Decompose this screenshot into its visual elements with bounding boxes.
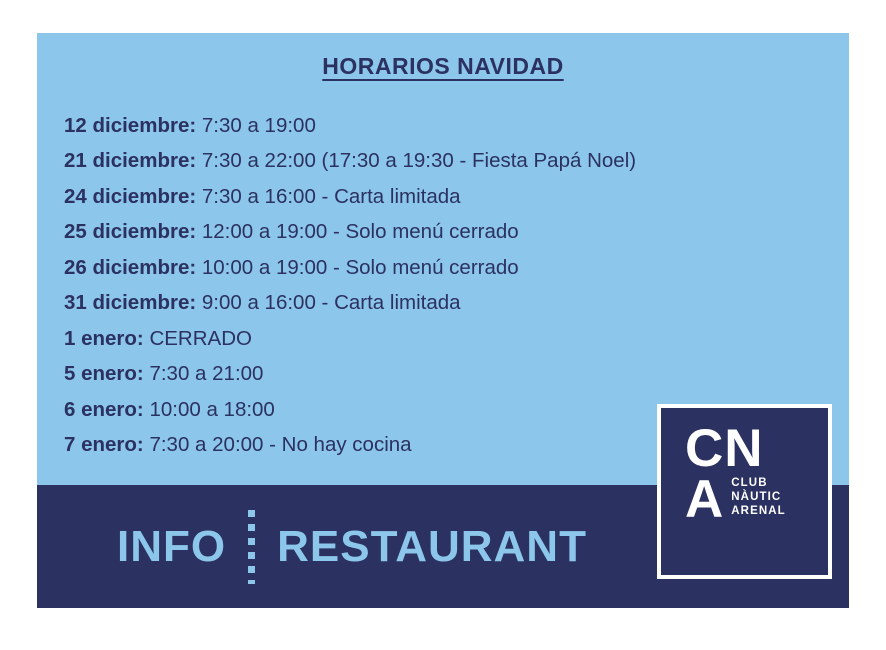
schedule-detail: 10:00 a 19:00 - Solo menú cerrado [196, 255, 519, 279]
logo-word-arenal: ARENAL [731, 505, 786, 518]
logo-wordmark [731, 476, 786, 523]
schedule-date: 26 diciembre: [64, 255, 197, 279]
list-item [64, 250, 849, 286]
page-title: HORARIOS NAVIDAD [322, 53, 564, 79]
footer-word-info: INFO [117, 521, 227, 571]
list-item [64, 321, 849, 357]
list-item [64, 179, 849, 215]
schedule-date: 7 enero: [64, 433, 144, 456]
logo-letters-cn: CN [685, 419, 764, 478]
schedule-detail: 7:30 a 16:00 - Carta limitada [196, 184, 461, 208]
schedule-detail: CERRADO [143, 326, 252, 350]
schedule-detail: 12:00 a 19:00 - Solo menú cerrado [196, 220, 519, 243]
schedule-detail: 10:00 a 18:00 [143, 397, 275, 421]
schedule-detail: 7:30 a 20:00 - No hay cocina [143, 433, 412, 456]
schedule-date: 6 enero: [64, 397, 144, 421]
schedule-date: 5 enero: [64, 362, 144, 385]
footer-word-restaurant: RESTAURANT [277, 521, 587, 571]
logo-inner [661, 408, 828, 575]
schedule-date: 24 diciembre: [64, 184, 197, 208]
dotted-divider [248, 510, 255, 584]
logo [657, 404, 832, 579]
list-item [64, 286, 849, 322]
list-item [64, 357, 849, 393]
schedule-date: 21 diciembre: [64, 149, 197, 172]
list-item [64, 108, 849, 144]
schedule-date: 12 diciembre: [64, 113, 197, 137]
logo-letter-a: A [685, 469, 724, 529]
footer-text [117, 510, 587, 584]
list-item [64, 215, 849, 251]
schedule-date: 1 enero: [64, 326, 144, 350]
logo-bottom-row [675, 469, 814, 529]
schedule-detail: 7:30 a 21:00 [143, 362, 264, 385]
schedule-detail: 7:30 a 19:00 [196, 113, 316, 137]
schedule-detail: 7:30 a 22:00 (17:30 a 19:30 - Fiesta Papá Noel) [196, 149, 637, 172]
schedule-detail: 9:00 a 16:00 - Carta limitada [196, 291, 461, 314]
list-item [64, 144, 849, 180]
schedule-date: 25 diciembre: [64, 220, 197, 243]
poster [37, 33, 849, 608]
logo-word-nautic: NÀUTIC [731, 491, 782, 504]
schedule-date: 31 diciembre: [64, 291, 197, 314]
logo-word-club: CLUB [731, 477, 768, 490]
